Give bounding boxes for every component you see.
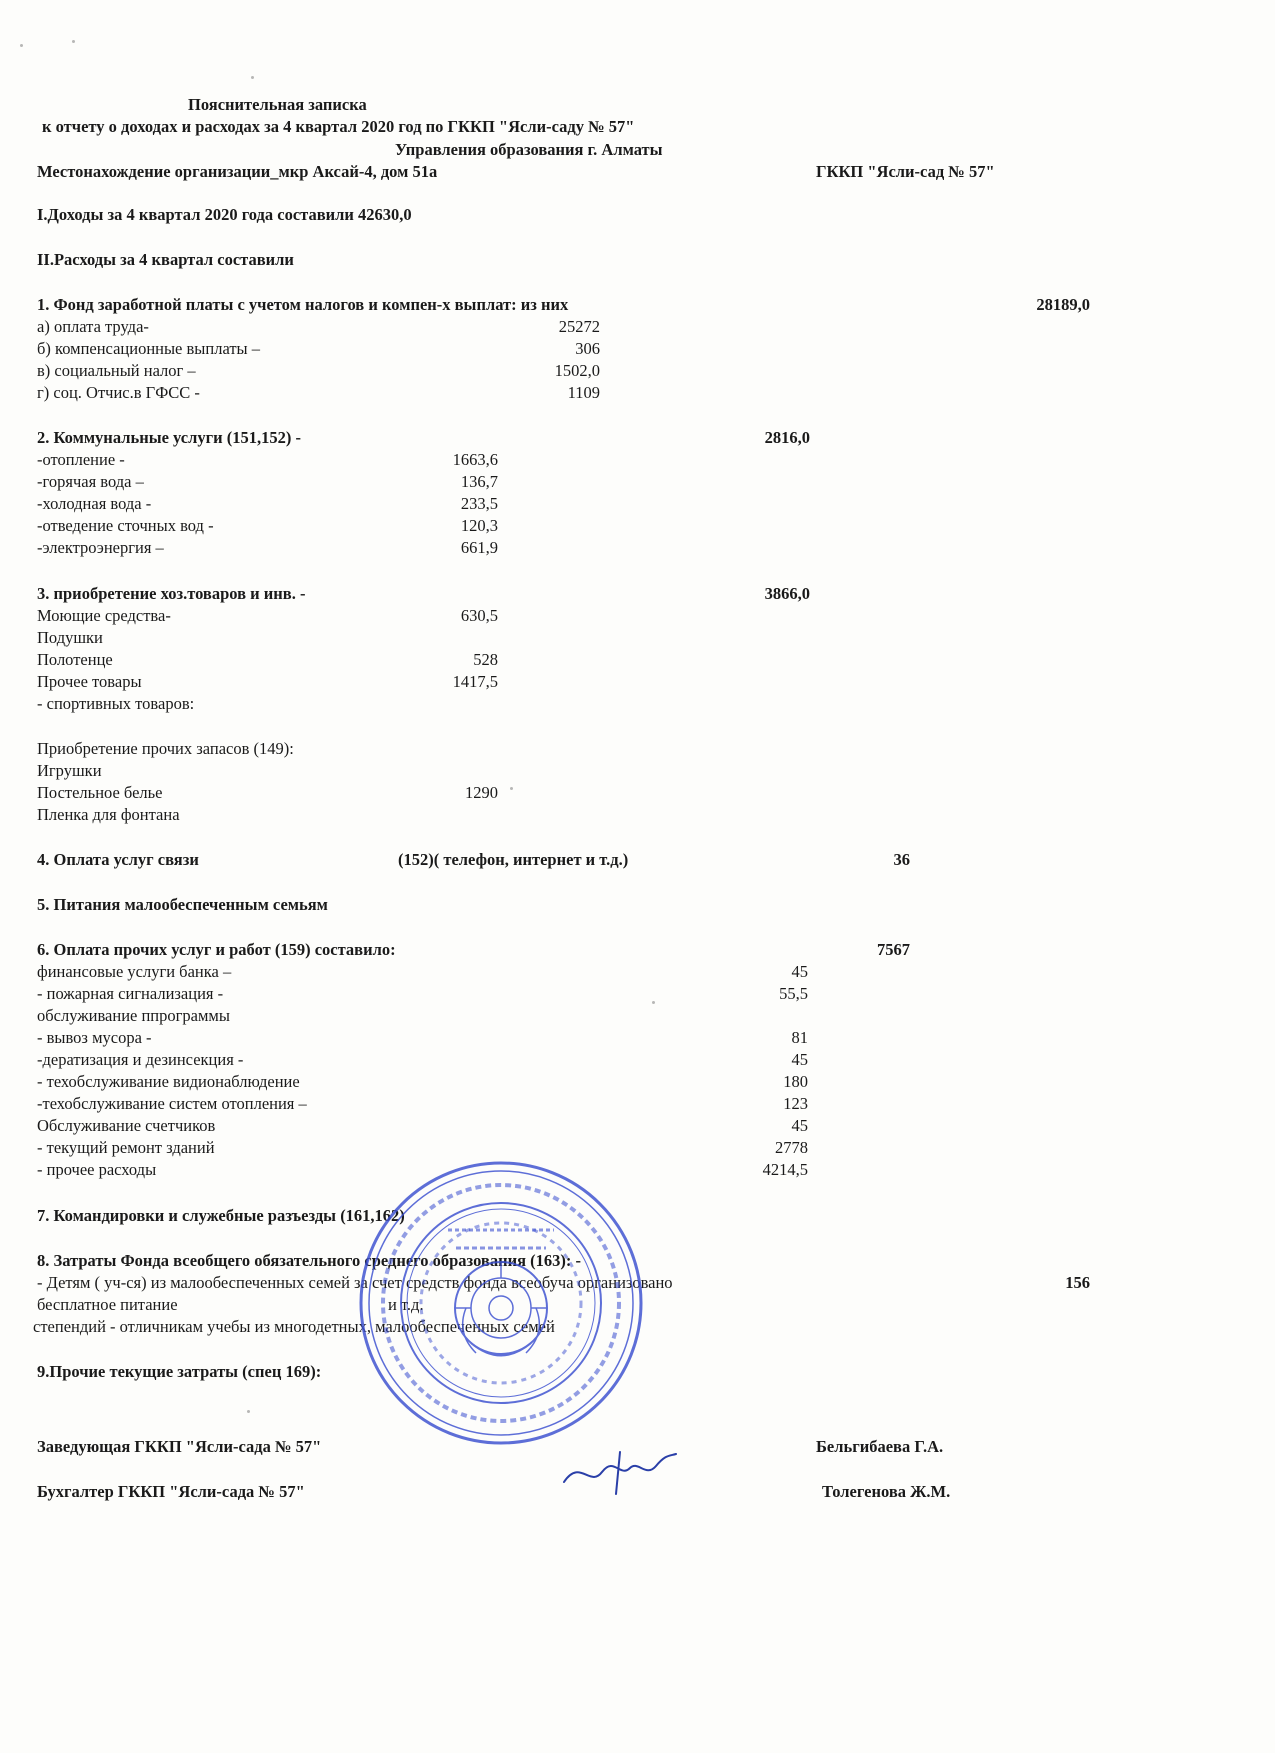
s6-item-label: - прочее расходы — [37, 1160, 157, 1179]
s6-item-label: - вывоз мусора - — [37, 1028, 152, 1047]
s3-other-title: Приобретение прочих запасов (149): — [37, 739, 294, 758]
s6-item-value: 45 — [791, 1050, 808, 1069]
s2-item-label: -электроэнергия – — [37, 538, 164, 557]
s9-title: 9.Прочие текущие затраты (спец 169): — [37, 1362, 322, 1381]
s8-line2: бесплатное питание — [37, 1295, 178, 1314]
s3-other-label: Постельное белье — [37, 783, 163, 802]
s1-item-value: 25272 — [558, 317, 600, 336]
head-name: Бельгибаева Г.А. — [816, 1437, 944, 1456]
s8-total: 156 — [1065, 1273, 1090, 1292]
s6-item-label: - текущий ремонт зданий — [37, 1138, 215, 1157]
s6-item-label: -техобслуживание систем отопления – — [37, 1094, 307, 1113]
s1-item-value: 1502,0 — [554, 361, 600, 380]
s6-item-value: 2778 — [775, 1138, 808, 1157]
s3-item-label: Подушки — [37, 628, 103, 647]
s3-item-label: Полотенце — [37, 650, 113, 669]
speck — [247, 1410, 250, 1413]
s3-other-label: Пленка для фонтана — [37, 805, 180, 824]
s6-item-label: -дератизация и дезинсекция - — [37, 1050, 244, 1069]
s3-item-value: 630,5 — [460, 606, 498, 625]
s1-title: 1. Фонд заработной платы с учетом налогов и компен-х выплат: из них — [37, 295, 569, 314]
s2-item-value: 1663,6 — [452, 450, 498, 469]
s6-item-value: 4214,5 — [762, 1160, 808, 1179]
accountant-role: Бухгалтер ГККП "Ясли-сада № 57" — [37, 1482, 305, 1501]
s1-item-value: 306 — [575, 339, 600, 358]
s6-item-value: 81 — [791, 1028, 808, 1047]
s3-item-label: - спортивных товаров: — [37, 694, 195, 713]
s8-title: 8. Затраты Фонда всеобщего обязательного среднего образования (163): - — [37, 1251, 581, 1270]
s1-item-label: г) соц. Отчис.в ГФСС - — [37, 383, 200, 402]
s3-other-value: 1290 — [465, 783, 498, 802]
s2-item-value: 120,3 — [460, 516, 498, 535]
s2-item-label: -холодная вода - — [37, 494, 152, 513]
speck — [251, 76, 254, 79]
s6-total: 7567 — [877, 940, 910, 959]
head-role: Заведующая ГККП "Ясли-сада № 57" — [37, 1437, 322, 1456]
s1-item-label: а) оплата труда- — [37, 317, 149, 336]
s3-item-label: Моющие средства- — [37, 606, 171, 625]
s8-line1: - Детям ( уч-ся) из малообеспеченных семей за счет средств фонда всеобуча организовано — [37, 1273, 673, 1292]
s3-total: 3866,0 — [764, 584, 810, 603]
s1-item-value: 1109 — [567, 383, 600, 402]
s1-total: 28189,0 — [1036, 295, 1090, 314]
s6-item-value: 123 — [783, 1094, 808, 1113]
s4-total: 36 — [893, 850, 910, 869]
s2-item-label: -отведение сточных вод - — [37, 516, 214, 535]
s1-item-label: в) социальный налог – — [37, 361, 196, 380]
org-name: ГККП "Ясли-сад № 57" — [816, 162, 995, 181]
doc-title: Пояснительная записка — [188, 95, 367, 114]
s6-item-value: 55,5 — [779, 984, 808, 1003]
s6-item-label: - техобслуживание видионаблюдение — [37, 1072, 300, 1091]
s8-line2b: и т.д. — [388, 1295, 424, 1314]
s6-title: 6. Оплата прочих услуг и работ (159) составило: — [37, 940, 396, 959]
income-line: I.Доходы за 4 квартал 2020 года составили 42630,0 — [37, 205, 412, 224]
s2-item-label: -горячая вода – — [37, 472, 144, 491]
s6-item-value: 45 — [791, 962, 808, 981]
s2-item-value: 661,9 — [460, 538, 498, 557]
s6-item-value: 180 — [783, 1072, 808, 1091]
official-seal-stamp — [356, 1158, 646, 1448]
s3-item-label: Прочее товары — [37, 672, 142, 691]
speck — [652, 1001, 655, 1004]
speck — [510, 787, 513, 790]
s6-item-label: - пожарная сигнализация - — [37, 984, 224, 1003]
s1-item-label: б) компенсационные выплаты – — [37, 339, 261, 358]
s4-note: (152)( телефон, интернет и т.д.) — [398, 850, 629, 869]
department: Управления образования г. Алматы — [395, 140, 663, 159]
speck — [72, 40, 75, 43]
s6-item-label: Обслуживание счетчиков — [37, 1116, 216, 1135]
s3-item-value: 528 — [473, 650, 498, 669]
s5-title: 5. Питания малообеспеченным семьям — [37, 895, 328, 914]
handwritten-signature — [560, 1448, 680, 1498]
s2-item-label: -отопление - — [37, 450, 125, 469]
s2-item-value: 136,7 — [460, 472, 498, 491]
s4-title: 4. Оплата услуг связи — [37, 850, 199, 869]
s2-title: 2. Коммунальные услуги (151,152) - — [37, 428, 301, 447]
doc-subtitle: к отчету о доходах и расходах за 4 квартал 2020 год по ГККП "Ясли-саду № 57" — [42, 117, 635, 136]
expenses-title: II.Расходы за 4 квартал составили — [37, 250, 294, 269]
s2-total: 2816,0 — [764, 428, 810, 447]
s6-item-label: обслуживание ппрограммы — [37, 1006, 230, 1025]
s6-item-value: 45 — [791, 1116, 808, 1135]
location: Местонахождение организации_мкр Аксай-4, дом 51а — [37, 162, 438, 181]
accountant-name: Толегенова Ж.М. — [822, 1482, 951, 1501]
s8-line3: степендий - отличникам учебы из многодетных, малообеспеченных семей — [33, 1317, 555, 1336]
s6-item-label: финансовые услуги банка – — [37, 962, 232, 981]
s3-title: 3. приобретение хоз.товаров и инв. - — [37, 584, 306, 603]
s3-item-value: 1417,5 — [452, 672, 498, 691]
s7-title: 7. Командировки и служебные разъезды (161,162) — [37, 1206, 405, 1225]
speck — [20, 44, 23, 47]
s3-other-label: Игрушки — [37, 761, 102, 780]
s2-item-value: 233,5 — [460, 494, 498, 513]
